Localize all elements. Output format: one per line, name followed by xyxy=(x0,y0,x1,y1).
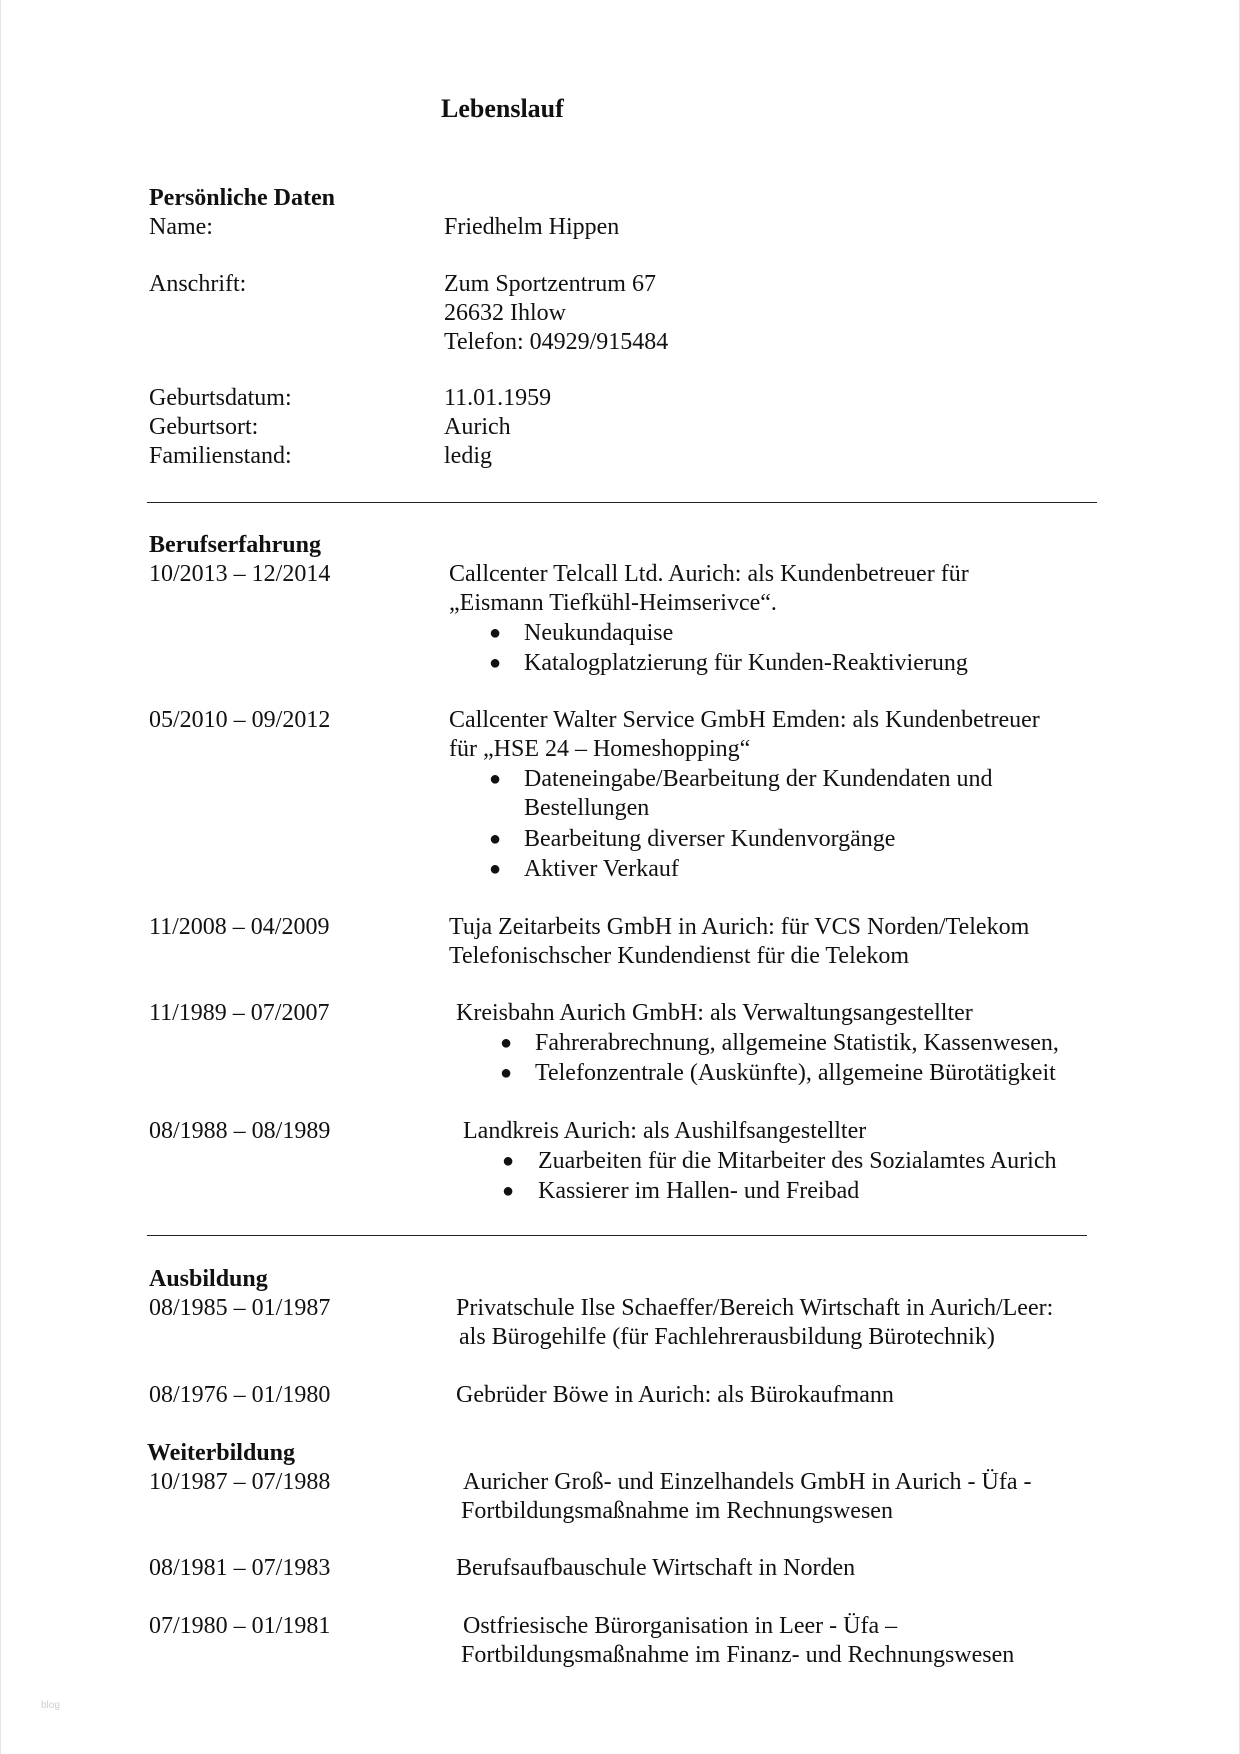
bullet-icon: ● xyxy=(489,768,502,790)
experience-line: Tuja Zeitarbeits GmbH in Aurich: für VCS Norden/Telekom xyxy=(449,914,1030,940)
experience-bullet: Zuarbeiten für die Mitarbeiter des Sozialamtes Aurich xyxy=(538,1148,1057,1174)
address-line: Zum Sportzentrum 67 xyxy=(444,271,656,297)
section-divider xyxy=(147,1235,1087,1236)
marital-value: ledig xyxy=(444,443,492,469)
birthdate-label: Geburtsdatum: xyxy=(149,385,292,411)
section-divider xyxy=(147,502,1097,503)
experience-bullet: Katalogplatzierung für Kunden-Reaktivierung xyxy=(524,650,968,676)
experience-period: 11/1989 – 07/2007 xyxy=(149,1000,330,1026)
experience-line: Callcenter Telcall Ltd. Aurich: als Kundenbetreuer für xyxy=(449,561,969,587)
experience-line: Telefonischscher Kundendienst für die Telekom xyxy=(449,943,910,969)
name-label: Name: xyxy=(149,214,213,240)
page-title: Lebenslauf xyxy=(441,94,564,123)
training-line: Ostfriesische Bürorganisation in Leer - Üfa – xyxy=(463,1613,898,1639)
birthplace-label: Geburtsort: xyxy=(149,414,259,440)
section-heading-education: Ausbildung xyxy=(149,1266,268,1292)
experience-line: „Eismann Tiefkühl-Heimserivce“. xyxy=(449,590,777,616)
section-heading-personal: Persönliche Daten xyxy=(149,185,335,211)
experience-bullet: Dateneingabe/Bearbeitung der Kundendaten und xyxy=(524,766,993,792)
experience-line: Kreisbahn Aurich GmbH: als Verwaltungsangestellter xyxy=(456,1000,973,1026)
bullet-icon: ● xyxy=(489,652,502,674)
training-line: Berufsaufbauschule Wirtschaft in Norden xyxy=(456,1555,856,1581)
bullet-icon: ● xyxy=(489,858,502,880)
education-line: Gebrüder Böwe in Aurich: als Bürokaufmann xyxy=(456,1382,894,1408)
bullet-icon: ● xyxy=(500,1062,513,1084)
marital-label: Familienstand: xyxy=(149,443,292,469)
experience-period: 05/2010 – 09/2012 xyxy=(149,707,331,733)
experience-bullet: Fahrerabrechnung, allgemeine Statistik, Kassenwesen, xyxy=(535,1030,1059,1056)
training-line: Fortbildungsmaßnahme im Rechnungswesen xyxy=(461,1498,893,1524)
experience-period: 10/2013 – 12/2014 xyxy=(149,561,331,587)
training-period: 08/1981 – 07/1983 xyxy=(149,1555,331,1581)
experience-bullet-continuation: Bestellungen xyxy=(524,795,650,821)
experience-period: 11/2008 – 04/2009 xyxy=(149,914,330,940)
experience-line: für „HSE 24 – Homeshopping“ xyxy=(449,736,751,762)
bullet-icon: ● xyxy=(489,828,502,850)
training-period: 10/1987 – 07/1988 xyxy=(149,1469,331,1495)
bullet-icon: ● xyxy=(502,1180,515,1202)
birthplace-value: Aurich xyxy=(444,414,511,440)
experience-line: Callcenter Walter Service GmbH Emden: als Kundenbetreuer xyxy=(449,707,1040,733)
bullet-icon: ● xyxy=(500,1032,513,1054)
address-line: 26632 Ihlow xyxy=(444,300,566,326)
bullet-icon: ● xyxy=(502,1150,515,1172)
training-line: Auricher Groß- und Einzelhandels GmbH in Aurich - Üfa - xyxy=(463,1469,1032,1495)
education-period: 08/1976 – 01/1980 xyxy=(149,1382,331,1408)
address-label: Anschrift: xyxy=(149,271,247,297)
education-line: Privatschule Ilse Schaeffer/Bereich Wirtschaft in Aurich/Leer: xyxy=(456,1295,1054,1321)
training-line: Fortbildungsmaßnahme im Finanz- und Rechnungswesen xyxy=(461,1642,1015,1668)
education-line: als Bürogehilfe (für Fachlehrerausbildung Bürotechnik) xyxy=(459,1324,995,1350)
bullet-icon: ● xyxy=(489,622,502,644)
birthdate-value: 11.01.1959 xyxy=(444,385,552,411)
phone-line: Telefon: 04929/915484 xyxy=(444,329,669,355)
section-heading-training: Weiterbildung xyxy=(147,1440,296,1466)
education-period: 08/1985 – 01/1987 xyxy=(149,1295,331,1321)
section-heading-experience: Berufserfahrung xyxy=(149,532,321,558)
experience-bullet: Neukundaquise xyxy=(524,620,674,646)
name-value: Friedhelm Hippen xyxy=(444,214,620,240)
experience-bullet: Kassierer im Hallen- und Freibad xyxy=(538,1178,860,1204)
experience-bullet: Aktiver Verkauf xyxy=(524,856,679,882)
experience-bullet: Telefonzentrale (Auskünfte), allgemeine Bürotätigkeit xyxy=(535,1060,1056,1086)
experience-period: 08/1988 – 08/1989 xyxy=(149,1118,331,1144)
experience-bullet: Bearbeitung diverser Kundenvorgänge xyxy=(524,826,896,852)
watermark: blog xyxy=(41,1700,60,1711)
training-period: 07/1980 – 01/1981 xyxy=(149,1613,331,1639)
experience-line: Landkreis Aurich: als Aushilfsangestellter xyxy=(463,1118,867,1144)
